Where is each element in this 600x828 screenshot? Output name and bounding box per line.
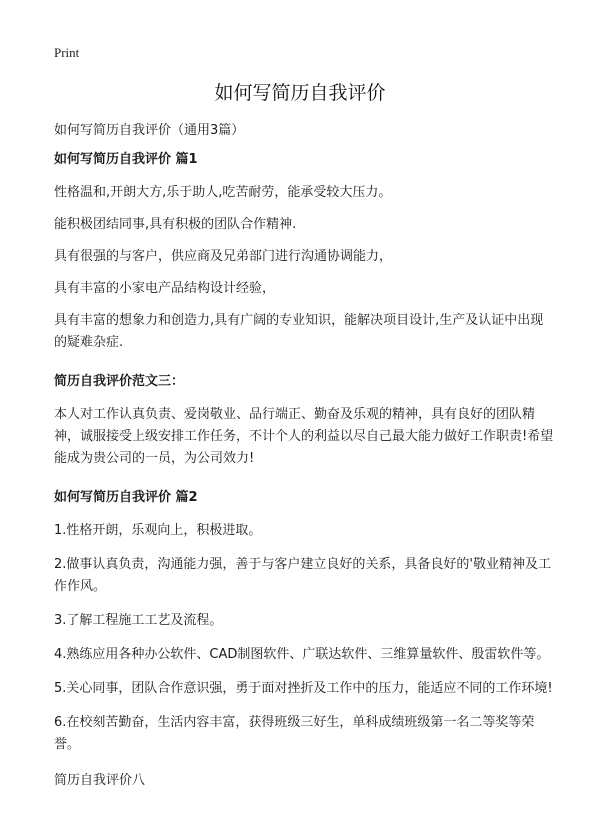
paragraph: 能积极团结同事,具有积极的团队合作精神. — [54, 217, 297, 232]
list-item: 4.熟练应用各种办公软件、CAD制图软件、广联达软件、三维算量软件、殷雷软件等。 — [54, 647, 550, 662]
paragraph: 具有丰富的想象力和创造力,具有广阔的专业知识，能解决项目设计,生产及认证中出现的疑难杂症. — [54, 313, 544, 350]
list-item: 1.性格开朗，乐观向上，积极进取。 — [54, 523, 262, 538]
section-heading-3: 如何写简历自我评价 篇2 — [54, 490, 198, 505]
paragraph: 本人对工作认真负责、爱岗敬业、品行端正、勤奋及乐观的精神，具有良好的团队精神，诚服接受上级安排工作任务，不计个人的利益以尽自己最大能力做好工作职责!希望能成为贵公司的一员，为公司效力! — [54, 407, 554, 466]
paragraph: 具有丰富的小家电产品结构设计经验， — [54, 281, 276, 296]
section-heading-1: 如何写简历自我评价 篇1 — [54, 152, 198, 167]
list-item: 6.在校刻苦勤奋，生活内容丰富，获得班级三好生，单科成绩班级第一名二等奖等荣誉。 — [54, 715, 535, 752]
paragraph: 性格温和,开朗大方,乐于助人,吃苦耐劳，能承受较大压力。 — [54, 185, 392, 200]
footer-text: 简历自我评价八 — [54, 773, 146, 788]
document-title: 如何写简历自我评价 — [214, 82, 386, 104]
section-heading-2: 简历自我评价范文三： — [54, 374, 185, 389]
list-item: 3.了解工程施工工艺及流程。 — [54, 613, 223, 628]
list-item: 5.关心同事，团队合作意识强，勇于面对挫折及工作中的压力，能适应不同的工作环境! — [54, 681, 553, 696]
document-subtitle: 如何写简历自我评价（通用3篇） — [54, 123, 245, 138]
print-label: Print — [54, 45, 80, 60]
list-item: 2.做事认真负责，沟通能力强，善于与客户建立良好的关系，具备良好的'敬业精神及工作作风。 — [54, 557, 551, 594]
paragraph: 具有很强的与客户，供应商及兄弟部门进行沟通协调能力， — [54, 249, 393, 264]
document-body — [54, 150, 554, 792]
